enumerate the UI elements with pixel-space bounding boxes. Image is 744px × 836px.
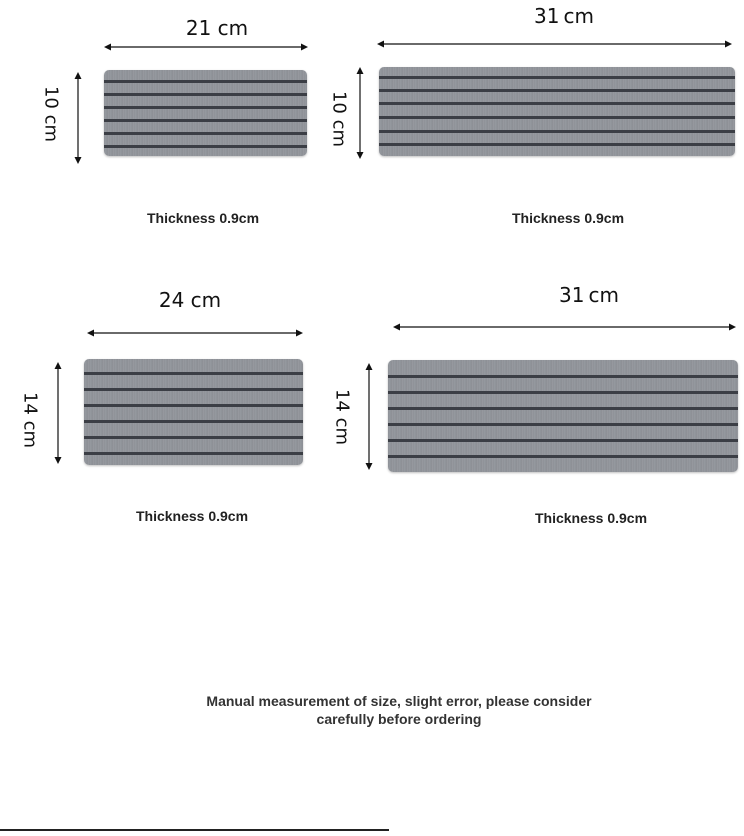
width-arrow [87, 328, 303, 338]
thickness-label: Thickness 0.9cm [511, 210, 625, 226]
height-label: 10 cm [40, 85, 62, 143]
measurement-note [149, 692, 649, 728]
mat-31x14 [388, 360, 738, 472]
note-line-1: Manual measurement of size, slight error, please consider [206, 693, 592, 709]
width-label: 21 cm [185, 16, 249, 40]
width-arrow [104, 42, 308, 52]
height-arrow [53, 362, 63, 464]
height-arrow [355, 67, 365, 159]
thickness-label: Thickness 0.9cm [135, 508, 249, 524]
height-label: 14 cm [19, 391, 41, 449]
thickness-label: Thickness 0.9cm [534, 510, 648, 526]
height-arrow [73, 72, 83, 164]
height-label: 10 cm [328, 90, 350, 148]
height-label: 14 cm [331, 388, 353, 446]
note-line-2: carefully before ordering [316, 711, 482, 727]
width-label: 31 cm [559, 283, 619, 307]
mat-21x10 [104, 70, 307, 156]
height-arrow [364, 363, 374, 470]
width-arrow [393, 322, 736, 332]
mat-31x10 [379, 67, 735, 156]
width-label: 24 cm [158, 288, 222, 312]
width-arrow [377, 39, 732, 49]
thickness-label: Thickness 0.9cm [146, 210, 260, 226]
width-label: 31 cm [534, 4, 594, 28]
bottom-divider [0, 829, 389, 831]
mat-24x14 [84, 359, 303, 465]
